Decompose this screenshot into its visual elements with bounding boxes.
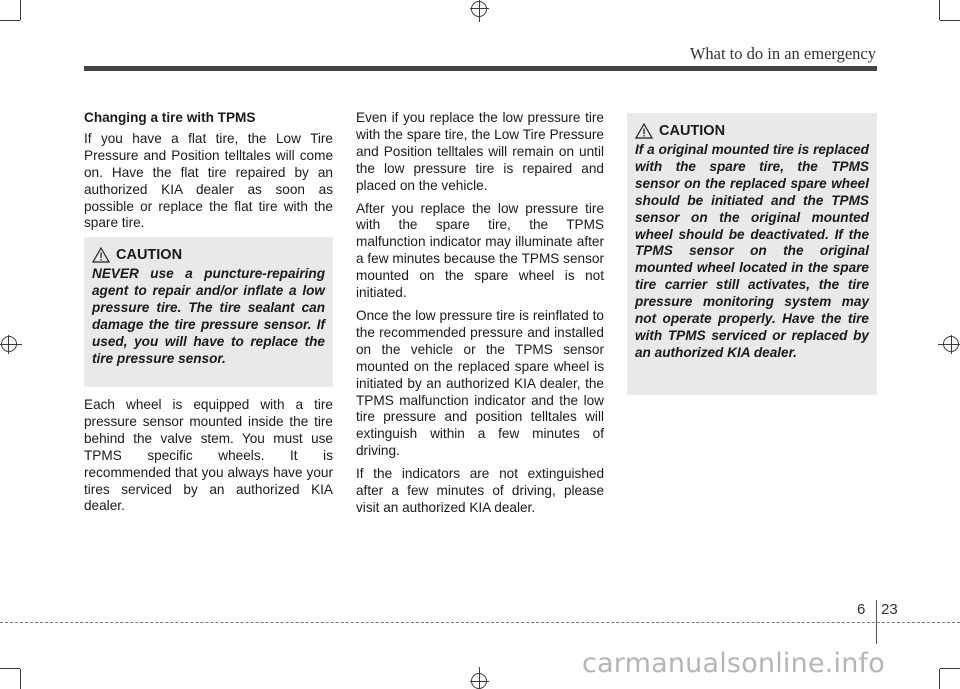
paragraph: If the indicators are not extinguished after a few minutes of driving, please visit an authorized KIA dealer. xyxy=(356,466,604,515)
caution-box xyxy=(84,237,333,387)
caution-title: CAUTION xyxy=(659,123,726,139)
warning-triangle-icon xyxy=(92,247,110,263)
crop-mark xyxy=(20,669,21,689)
header-rule xyxy=(84,66,877,71)
crop-mark xyxy=(20,0,21,20)
crop-mark xyxy=(0,20,20,21)
crop-mark xyxy=(940,20,960,21)
registration-mark xyxy=(471,1,487,17)
caution-heading xyxy=(635,123,869,139)
caution-title: CAUTION xyxy=(116,247,183,263)
caution-text: If a original mounted tire is replaced with the spare tire, the TPMS sensor on the replaced spare wheel should be initiated and the TPMS sensor on the original mounted wheel should be deactivated. If the TPMS sensor on the original mounted wheel located in the spare tire carrier still activates, the tire pressure monitoring system may not operate properly. Have the tire with TPMS serviced or replaced by an authorized KIA dealer. xyxy=(635,142,869,360)
caution-heading xyxy=(92,247,325,263)
crop-mark xyxy=(0,668,20,669)
paragraph: After you replace the low pressure tire with the spare tire, the TPMS malfunction indicator may illuminate after a few minutes because the TPMS sensor mounted on the spare wheel is not initiated. xyxy=(356,200,604,301)
page-number: 23 xyxy=(881,601,898,618)
watermark: carmanualsonline.info xyxy=(582,648,885,679)
section-heading: Changing a tire with TPMS xyxy=(84,110,256,125)
registration-mark xyxy=(943,336,959,352)
warning-triangle-icon xyxy=(635,123,653,139)
registration-mark xyxy=(1,336,17,352)
registration-mark xyxy=(471,673,487,689)
page-number-separator xyxy=(876,600,877,644)
paragraph: Even if you replace the low pressure tire with the spare tire, the Low Tire Pressure and Position telltales will remain on until the low pressure tire is repaired and placed on the vehicle. xyxy=(356,110,604,193)
left-column xyxy=(84,110,333,238)
paragraph: Each wheel is equipped with a tire pressure sensor mounted inside the tire behind the valve stem. You must use TPMS specific wheels. It is recommended that you always have your tires serviced by an authorized KIA dealer. xyxy=(84,397,333,514)
section-title: What to do in an emergency xyxy=(689,44,876,63)
left-column-lower xyxy=(84,397,333,521)
crop-mark xyxy=(939,669,940,689)
caution-text: NEVER use a puncture-repairing agent to repair and/or inflate a low pressure tire. The tire sealant can damage the tire pressure sensor. If used, you will have to replace the tire pressure sensor. xyxy=(92,266,325,366)
crop-mark xyxy=(939,0,940,20)
paragraph: Once the low pressure tire is reinflated to the recommended pressure and installed on the vehicle or the TPMS sensor mounted on the replaced spare wheel is initiated by an authorized KIA dealer, the TPMS malfunction indicator and the low tire pressure and position telltales will extinguish within a few minutes of driving. xyxy=(356,307,604,459)
chapter-number: 6 xyxy=(857,601,866,618)
footer-rule xyxy=(0,622,960,623)
caution-box xyxy=(627,113,877,395)
paragraph: If you have a flat tire, the Low Tire Pressure and Position telltales will come on. Have the flat tire repaired by an authorized KIA dealer as soon as possible or replace the flat tire with the spare tire. xyxy=(84,130,333,231)
middle-column xyxy=(356,110,604,523)
crop-mark xyxy=(940,668,960,669)
